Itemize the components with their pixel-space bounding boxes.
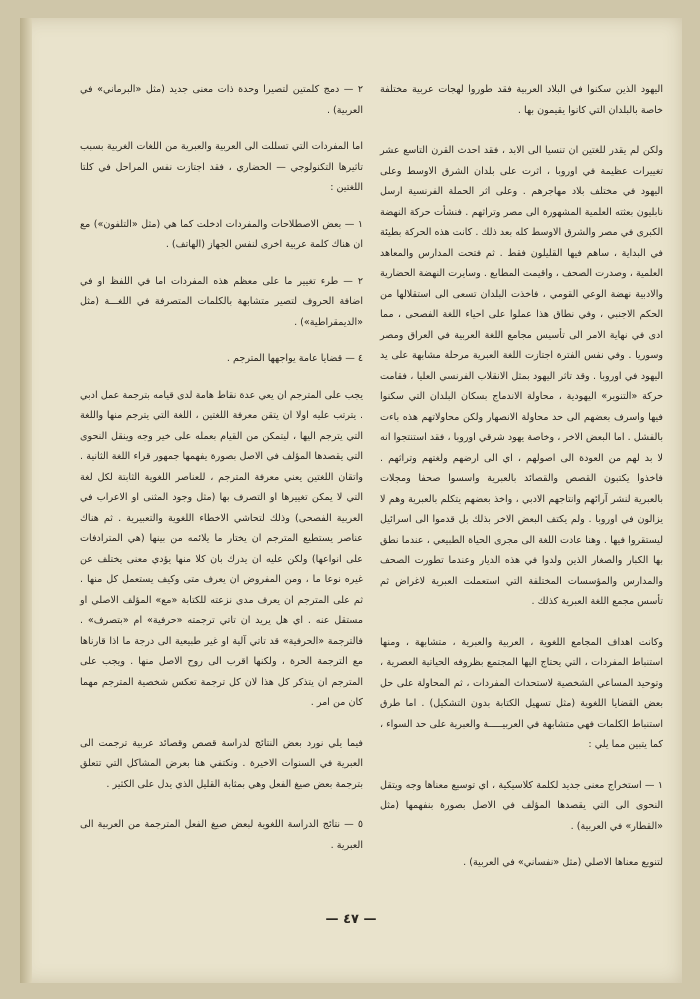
paragraph: يجب على المترجم ان يعي عدة نقاط هامة لدى قيامه بترجمة عمل ادبي . يترتب عليه اولا ان يتقن معرفة اللغتين ، اللغة التي يترجم منها واللغة التي يترجم اليها ، ليتمكن من القيام بعمله على خير وجه وينقل النحوى التي يقصدها المؤلف في الاصل بصورة يفهمها جمهور قراء اللغة الثانية . واتقان اللغتين يعني معرفة المترجم ، للعناصر اللغوية الثابتة لكل لغة التي لا يمكن تغييرها او التصرف بها (مثل وجود المثنى او الاعراب في العربية الفصحى) وذلك لتحاشي الاخطاء اللغوية والتعبيرية . ثم هناك عناصر يستطيع المترجم ان يختار ما يلائمه من بينها (هي المترادفات على انواعها) ولكن عليه ان يدرك بان كلا منها يؤدي معنى يختلف عن غيره نوعا ما ، ومن المفروض ان يعرف متى وكيف يستعمل كل منها . ثم على المترجم ان يعرف مدى نزعته للكتابة «مع» المؤلف الاصلي او مستقل عنه . اي هل يريد ان تاتي ترجمته «حرفية» ام «بتصرف» . فالترجمة «الحرفية» قد تاتي آلية او غير طبيعية الى درجة ما اذا قارناها مع الترجمة الحرة ، ولكنها اقرب الى روح الاصل منها . ويجب على المترجم ان يتذكر كل هذا لان كل ترجمة تعكس شخصية المترجم مهما كان من امر . xyxy=(80,389,363,708)
numbered-item: ٢ — دمج كلمتين لتصيرا وحدة ذات معنى جديد (مثل «البرماني» في العربية) . xyxy=(80,84,363,116)
paragraph: وكانت اهداف المجامع اللغوية ، العربية والعبرية ، متشابهة ، ومنها استنباط المفردات ، التي يحتاج اليها المجتمع بظروفه الحياتية العصرية ، وتوحيد المساعي الشخصية لاستحداث المفردات ، ثم المحاولة على حل بعض القضايا اللغوية (مثل تسهيل الكتابة بدون التشكيل) . اما طرق استنباط الكلمات فهي متشابهة في العربيـــــة والعبرية على حد السواء ، كما يتبين مما يلي : xyxy=(380,636,663,750)
right-text-column xyxy=(380,80,663,888)
paragraph: ولكن لم يقدر للغتين ان تنسيا الى الابد ، فقد احدث القرن التاسع عشر تغييرات عظيمة في اوروبا ، اثرت على بلدان الشرق الاوسط وعلى اليهود في مختلف بلاد مهاجرهم . وعلى اثر الحملة الفرنسية ارسل نابليون بعثته العلمية المشهورة الى مصر وتراثهم . فنشأت حركة النهضة الكبرى في مصر والشرق الاوسط كله بعد ذلك . كانت هذه الحركة بطيئة في البداية ، ساهم فيها القليلون فقط . ثم فتحت المدارس والمعاهد العلمية ، وصدرت الصحف ، واقيمت المطابع . وسايرت النهضة الحضارية والادبية نهضة الوعي القومي ، فاخذت البلدان تسعى الى استقلالها من الحكم الاجنبي ، وفي نطاق هذا عملوا على احياء اللغة الفصحى ، مما ادى في نهاية الامر الى تأسيس مجامع اللغة العربية في العراق ومصر وسوريا . وفي نفس الفترة اجتازت اللغة العبرية مرحلة مشابهة على يد اليهود في اوروبا . وقد تاثر اليهود بمثل الانقلاب الفرنسي العليا ، فقامت حركة «التنوير» اليهودية ، محاولة الاندماج بسكان البلدان التي سكنوا فيها واسرف بعضهم الى حد محاولة الانصهار ولكن محاولاتهم هذه باءت بالفشل . اما البعض الاخر ، وخاصة يهود شرقي اوروبا ، فقد استنتجوا انه لا بد لهم من العودة الى اصولهم ، اي الى ارضهم ولغتهم وتراثهم . فاخذوا يكتبون القصص والقصائد بالعبرية واسسوا صحفا ومجلات بالعبرية لنشر آرائهم وانتاجهم الادبي ، واخذ بعضهم يتكلم بالعبرية وهم لا يزالون في اوروبا . ولم يكتف البعض الاخر بذلك بل قدموا الى اسرائيل ليستقروا فيها . وهنا عادت اللغة الى مجرى الحياة الطبيعي ، عندما نطق بها الكبار والصغار الذين ولدوا في هذه الديار وعندما تطورت الصحف والمدارس والمؤسسات المختلفة التي استعملت العبرية لاغراض ثم تأسس مجمع اللغة العبرية كذلك . xyxy=(380,145,663,607)
section-heading: ٤ — قضايا عامة يواجهها المترجم . xyxy=(226,353,363,364)
section-heading: ٥ — نتائج الدراسة اللغوية لبعض صيغ الفعل المترجمة من العربية الى العبرية . xyxy=(80,819,363,851)
paragraph: اما المفردات التي تسللت الى العربية والعبرية من اللغات الغربية بسبب تاثيرها التكنولوجي — الحضاري ، فقد اجتازت نفس المراحل في كلتا اللغتين : xyxy=(80,141,363,193)
paragraph: لتنويع معناها الاصلي (مثل «نفساني» في العربية) . xyxy=(463,857,663,868)
numbered-item: ١ — بعض الاصطلاحات والمفردات ادخلت كما هي (مثل «التلفون») مع ان هناك كلمة عربية اخرى لنفس الجهاز (الهاتف) . xyxy=(80,218,363,250)
numbered-item: ٢ — طرء تغيير ما على معظم هذه المفردات اما في اللفظ او في اضافة الحروف لتصير متشابهة بالكلمات المتصرفة في اللغـــة (مثل «الديمقراطية») . xyxy=(80,275,363,328)
page-number: — ٤٧ — xyxy=(325,912,377,927)
page-binding-edge xyxy=(20,18,32,983)
document-page xyxy=(20,18,682,983)
numbered-item: ١ — استخراج معنى جديد لكلمة كلاسيكية ، اي توسيع معناها وجه ويتقل النحوى الى التي يقصدها المؤلف في الاصل بصورة بنفهمها (مثل «القطار» في العربية) . xyxy=(380,779,663,832)
paragraph: اليهود الذين سكنوا في البلاد العربية فقد طوروا لهجات عربية مختلفة خاصة بالبلدان التي كانوا يقيمون بها . xyxy=(380,84,663,116)
left-text-column xyxy=(80,80,363,870)
paragraph: فيما يلي نورد بعض النتائج لدراسة قصص وقصائد عربية ترجمت الى العبرية في السنوات الاخيرة . ونكتفي هنا بعرض المشاكل التي تتعلق بترجمة بعض صيغ الفعل وهي بمثابة القليل الذي يدل على الكثير . xyxy=(80,737,363,790)
